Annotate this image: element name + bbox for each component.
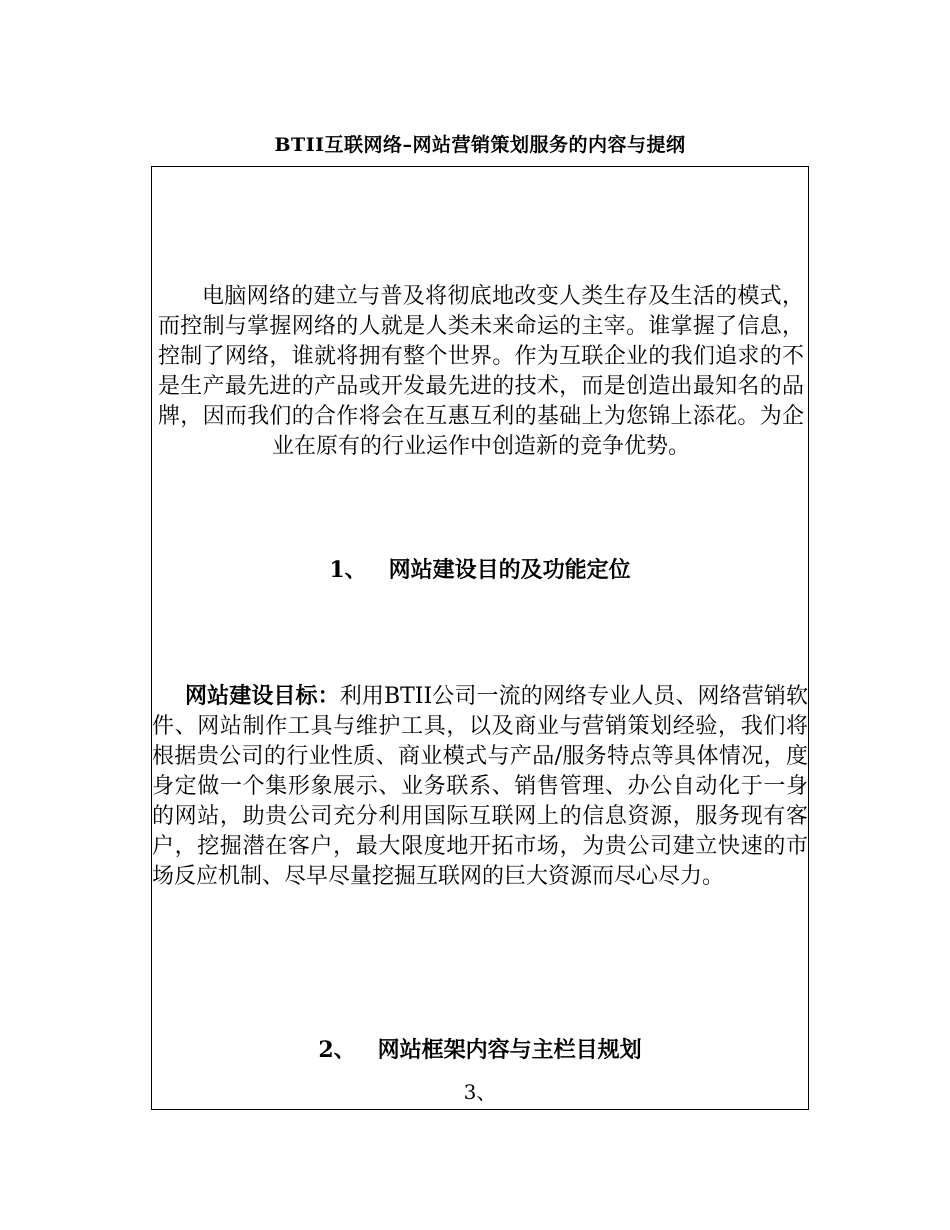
- goal-label: 网站建设目标：: [185, 683, 340, 709]
- goal-paragraph: [152, 681, 808, 892]
- document-title: BTII互联网络–网站营销策划服务的内容与提纲: [274, 134, 686, 156]
- section-number-2: 2、: [318, 1037, 356, 1063]
- section-heading-1: [152, 553, 808, 584]
- section-title-2: 网站框架内容与主栏目规划: [377, 1037, 642, 1063]
- content-box: [151, 166, 809, 1110]
- section-heading-2: [152, 1033, 808, 1064]
- section-number-3: 3、: [463, 1080, 497, 1104]
- intro-paragraph: 电脑网络的建立与普及将彻底地改变人类生存及生活的模式，而控制与掌握网络的人就是人类未来命运的主宰。谁掌握了信息，控制了网络，谁就将拥有整个世界。作为互联企业的我们追求的不是生产最先进的产品或开发最先进的技术，而是创造出最知名的品牌，因而我们的合作将会在互惠互利的基础上为您锦上添花。为企业在原有的行业运作中创造新的竞争优势。: [158, 284, 804, 459]
- section-number-1: 1、: [329, 557, 367, 583]
- section-title-1: 网站建设目的及功能定位: [388, 557, 631, 583]
- goal-text: 利用BTII公司一流的网络专业人员、网络营销软件、网站制作工具与维护工具，以及商业与营销策划经验，我们将根据贵公司的行业性质、商业模式与产品/服务特点等具体情况，度身定做一个集形象展示、业务联系、销售管理、办公自动化于一身的网站，助贵公司充分利用国际互联网上的信息资源，服务现有客户，挖掘潜在客户，最大限度地开拓市场，为贵公司建立快速的市场反应机制、尽早尽量挖掘互联网的巨大资源而尽心尽力。: [152, 684, 808, 889]
